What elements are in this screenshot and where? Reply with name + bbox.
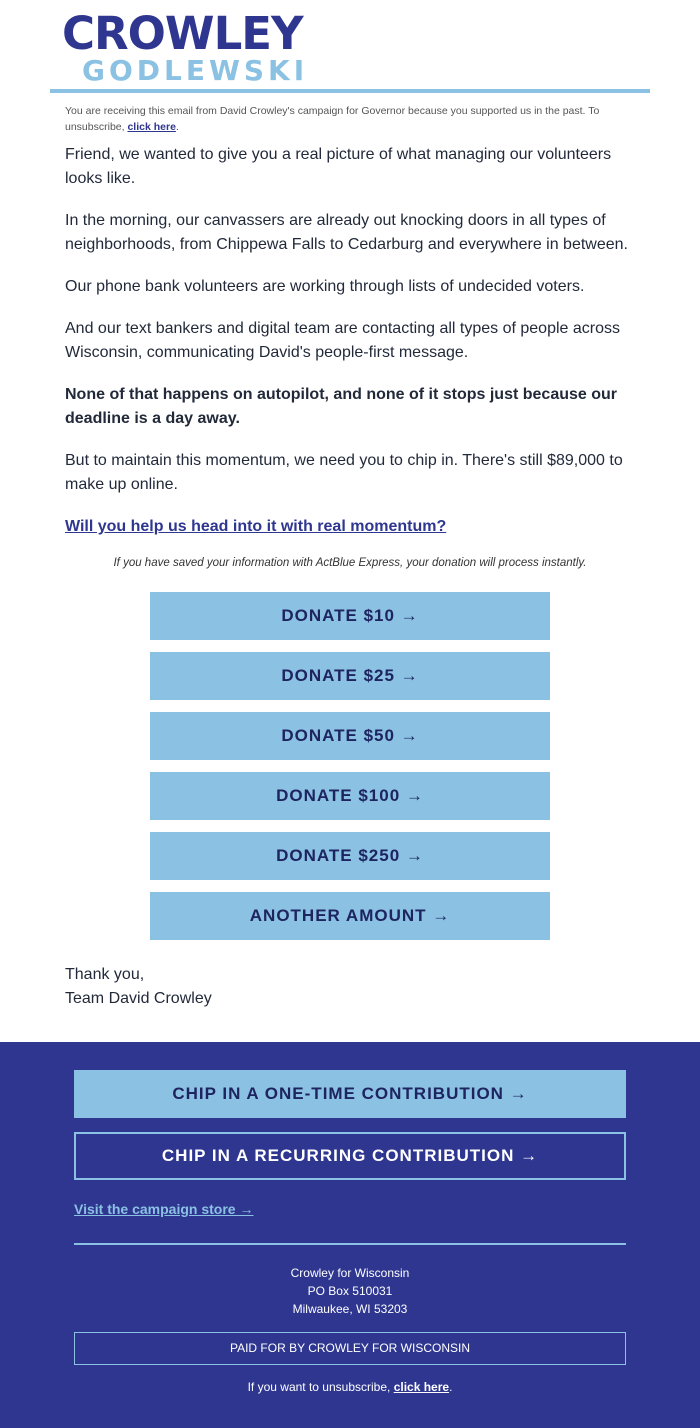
paragraph-3: Our phone bank volunteers are working through lists of undecided voters. <box>65 278 585 295</box>
city-state-zip: Milwaukee, WI 53203 <box>292 1302 408 1316</box>
donate-other-amount-button[interactable]: ANOTHER AMOUNT → <box>150 892 550 940</box>
footer-unsubscribe: If you want to unsubscribe, click here. <box>247 1380 453 1394</box>
po-box: PO Box 510031 <box>307 1284 393 1298</box>
paragraph-1: Friend, we wanted to give you a real picture of what managing our volunteers looks like. <box>65 146 612 187</box>
paragraph-6: But to maintain this momentum, we need you to chip in. There's still $89,000 to make up online. <box>65 452 623 493</box>
signoff-team: Team David Crowley <box>65 990 212 1007</box>
mailing-address <box>74 1264 626 1318</box>
unsubscribe-link[interactable]: click here <box>127 121 176 133</box>
paragraph-2: In the morning, our canvassers are already out knocking doors in all types of neighborhoods, from Chippewa Falls to Cedarburg and everywhere in between. <box>65 212 628 253</box>
disclaimer-text: You are receiving this email from David Crowley's campaign for Governor because you supported us in the past. To unsubscribe, <box>65 105 600 133</box>
one-time-contribution-button[interactable]: CHIP IN A ONE-TIME CONTRIBUTION → <box>74 1070 626 1118</box>
signoff-thanks: Thank you, <box>65 966 145 983</box>
donate-25-button[interactable]: DONATE $25 → <box>150 652 550 700</box>
header-divider <box>50 89 650 93</box>
logo-wordmark-godlewski: GODLEWSKI <box>82 54 309 87</box>
logo-wordmark-crowley: CROWLEY <box>62 7 303 60</box>
org-name: Crowley for Wisconsin <box>290 1266 410 1280</box>
momentum-cta-link[interactable]: Will you help us head into it with real momentum? <box>65 518 447 535</box>
actblue-note: If you have saved your information with ActBlue Express, your donation will process instantly. <box>113 557 587 569</box>
email-disclaimer: You are receiving this email from David Crowley's campaign for Governor because you supported us in the past. To unsubscribe, click here. <box>65 105 600 133</box>
paragraph-4: And our text bankers and digital team are contacting all types of people across Wisconsin, communicating David's people-first message. <box>65 320 620 361</box>
campaign-store-link[interactable]: Visit the campaign store → <box>74 1201 254 1217</box>
email-footer <box>0 1042 700 1428</box>
footer-unsubscribe-text: If you want to unsubscribe, <box>247 1380 391 1394</box>
footer-unsubscribe-link[interactable]: click here <box>393 1380 450 1394</box>
recurring-contribution-button[interactable]: CHIP IN A RECURRING CONTRIBUTION → <box>74 1132 626 1180</box>
signoff <box>65 963 212 1011</box>
donate-100-button[interactable]: DONATE $100 → <box>150 772 550 820</box>
message-body <box>65 143 640 557</box>
paragraph-5-bold: None of that happens on autopilot, and none of it stops just because our deadline is a day away. <box>65 386 618 427</box>
footer-divider <box>74 1243 626 1245</box>
campaign-logo[interactable] <box>62 7 324 87</box>
paid-for-disclaimer: PAID FOR BY CROWLEY FOR WISCONSIN <box>74 1332 626 1365</box>
donate-10-button[interactable]: DONATE $10 → <box>150 592 550 640</box>
donate-50-button[interactable]: DONATE $50 → <box>150 712 550 760</box>
donate-250-button[interactable]: DONATE $250 → <box>150 832 550 880</box>
